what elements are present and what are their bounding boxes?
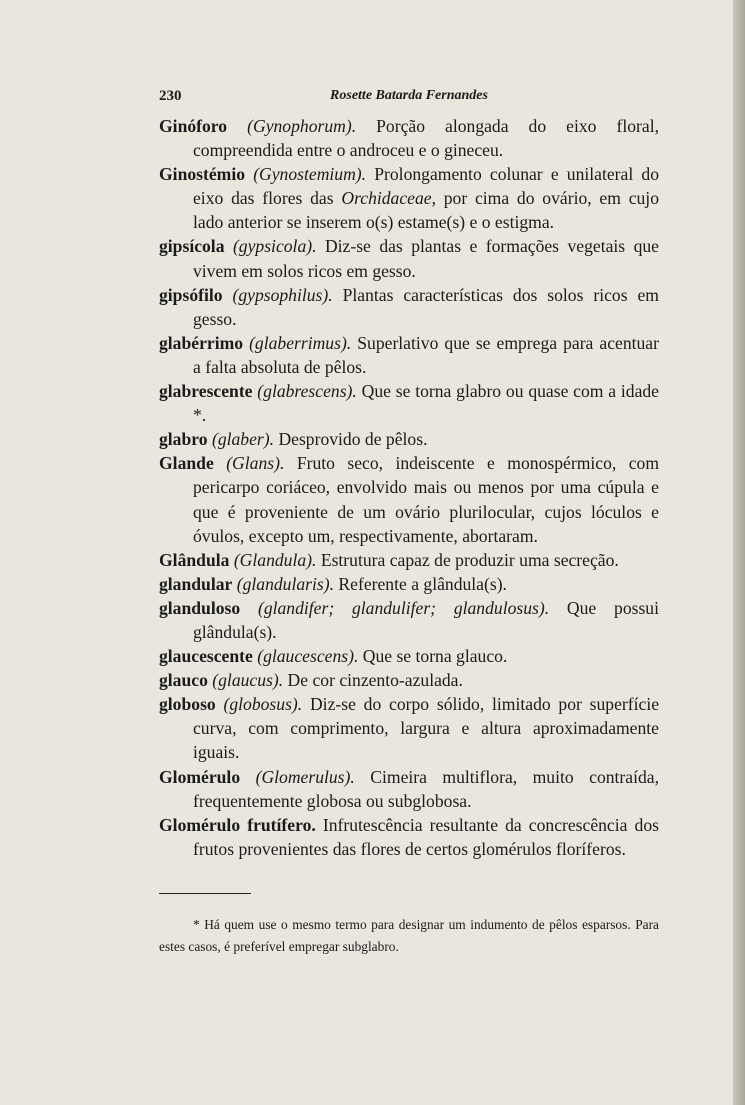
entry-term: glanduloso [159,597,241,618]
entry-latin: (Glans). [226,453,285,474]
entry-term: gipsófilo [159,284,223,305]
entry-latin: (glaber). [211,429,275,450]
entry-term: Glândula [159,549,230,570]
entry-taxon: Orchidaceae, [341,188,436,209]
entry-glandula [159,548,659,572]
entry-definition: Referente a glândula(s). [338,573,507,594]
entry-latin: (Gynophorum). [247,116,357,136]
entry-gipsicola [159,234,659,282]
entry-globoso [159,692,659,764]
running-head: Rosette Batarda Fernandes [330,88,488,103]
entry-definition: Porção alongada do eixo floral, compreendida entre o androceu e o gineceu. [193,116,659,161]
entry-definition: por cima do ovário, em cujo lado anterior se inserem o(s) estame(s) e o estigma. [193,188,659,233]
entry-term: Glomérulo frutífero. [159,814,316,835]
entry-ginoforo [159,114,659,162]
entry-definition: Prolongamento colunar e unilateral do eixo das flores das [193,164,659,209]
footnote: * Há quem use o mesmo termo para designar um indumento de pêlos esparsos. Para estes casos, é preferível empregar subglabro. [159,917,659,954]
page-edge [733,0,745,1105]
entry-term: glabérrimo [159,332,244,353]
entry-definition: Que possui glândula(s). [193,597,659,642]
page-header [159,88,659,112]
entry-latin: (glaberrimus). [249,332,352,353]
entry-definition: Estrutura capaz de produzir uma secreção. [320,549,619,570]
entry-glaberrimo [159,331,659,379]
entry-ginostemio [159,162,659,234]
entry-definition: Superlativo que se emprega para acentuar a falta absoluta de pêlos. [193,332,659,377]
entry-latin: (Glomerulus). [255,766,355,787]
entry-definition: Diz-se do corpo sólido, limitado por superfície curva, com comprimento, largura e altura aproximadamente iguais. [193,694,660,763]
entry-term: gipsícola [159,236,225,257]
entry-definition: Que se torna glabro ou quase com a idade *. [193,381,659,426]
entry-definition: Cimeira multiflora, muito contraída, frequentemente globosa ou subglobosa. [193,766,659,811]
entry-latin: (glabrescens). [257,381,357,402]
entry-term: globoso [159,694,216,715]
entry-definition: Fruto seco, indeiscente e monospérmico, com pericarpo coriáceo, envolvido mais ou menos por uma cúpula e que é proveniente de um ovário plurilocular, cujos lóculos e óvulos, excepto um, respectivamente, abortaram. [193,453,660,546]
entry-latin: (gypsicola). [232,236,317,257]
entry-glauco [159,668,659,692]
entry-definition: Desprovido de pêlos. [278,429,428,450]
entry-term: glabrescente [159,381,253,402]
entry-glabrescente [159,379,659,427]
entry-latin: (gypsophilus). [232,284,333,305]
entry-glande [159,451,659,547]
entry-term: Glande [159,453,214,474]
entry-glandular [159,572,659,596]
entry-term: glandular [159,573,233,594]
entry-term: glaucescente [159,646,253,667]
entry-glomerulo-frutifero [159,813,659,861]
entry-term: Glomérulo [159,766,241,787]
entry-latin: (glaucescens). [257,646,359,667]
entry-definition: Infrutescência resultante da concrescência dos frutos provenientes das flores de certos glomérulos floríferos. [193,814,659,859]
entry-definition: Diz-se das plantas e formações vegetais que vivem em solos ricos em gesso. [193,236,659,281]
entry-latin: (glandifer; glandulifer; glandulosus). [257,597,550,618]
entry-latin: (Gynostemium). [253,164,367,185]
entry-glaucescente [159,644,659,668]
entry-definition: De cor cinzento-azulada. [287,670,463,691]
entry-glomerulo [159,765,659,813]
entry-term: glabro [159,429,208,450]
entry-latin: (globosus). [223,694,303,715]
entry-definition: Plantas características dos solos ricos em gesso. [193,284,659,329]
entry-latin: (Glandula). [233,549,317,570]
entry-glanduloso [159,596,659,644]
glossary-entries [159,114,659,861]
entry-gipsofilo [159,283,659,331]
entry-latin: (glandularis). [236,573,335,594]
entry-definition: Que se torna glauco. [362,646,508,667]
footnote-divider [159,893,251,894]
entry-glabro [159,427,659,451]
entry-term: Ginóforo [159,116,228,136]
entry-latin: (glaucus). [212,670,284,691]
entry-term: Ginostémio [159,164,246,185]
entry-term: glauco [159,670,208,691]
page-number: 230 [159,88,182,104]
